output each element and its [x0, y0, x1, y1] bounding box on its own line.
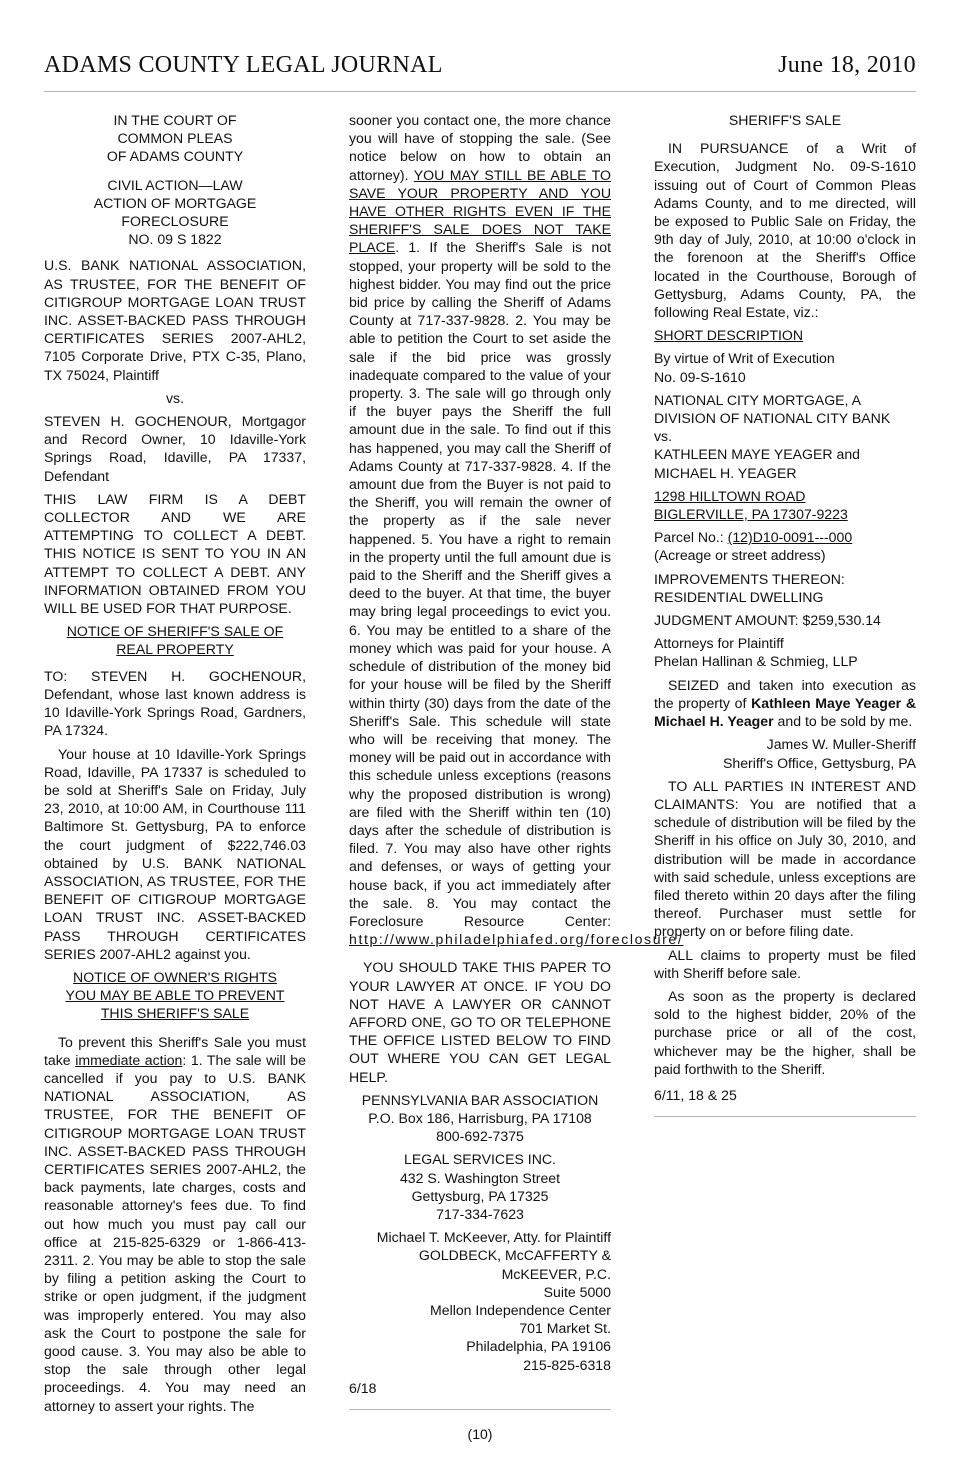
legal-services-block — [349, 1150, 611, 1223]
court-line: IN THE COURT OF — [113, 112, 237, 128]
seized-text-pre: SEIZED and taken into execution as the property of — [654, 676, 916, 711]
parcel-number: (12)D10-0091---000 — [727, 529, 853, 546]
parties-in-interest-paragraph: TO ALL PARTIES IN INTEREST AND CLAIMANTS: You are notified that a schedule of distribution will be filed by the Sheriff in his office on July 30, 2010, and distribution will be made in accordance with said schedule, unless exceptions are filed thereto within 20 days after the filing thereof. Purchaser must settle for property on or before filing date. — [654, 777, 916, 940]
column-3 — [654, 111, 916, 1117]
action-line: FORECLOSURE — [121, 213, 229, 230]
attorneys-block — [654, 634, 916, 670]
owner-rights-heading — [44, 968, 306, 1023]
to-defendant-text: TO: STEVEN H. GOCHENOUR, Defendant, whose last known address is 10 Idaville-York Springs Road, Gardners, PA 17324. — [44, 667, 306, 739]
owner-names: Kathleen Maye Yeager & Michael H. Yeager — [654, 694, 916, 730]
versus-text: vs. — [654, 428, 673, 445]
writ-line: By virtue of Writ of Execution — [654, 350, 835, 367]
court-heading — [44, 111, 306, 166]
debt-collector-notice: THIS LAW FIRM IS A DEBT COLLECTOR AND WE ARE ATTEMPTING TO COLLECT A DEBT. THIS NOTICE IS SENT TO YOU IN AN ATTEMPT TO COLLECT A DEBT. ANY INFORMATION OBTAINED FROM YOU WILL BE USED FOR THAT PURPOSE. — [44, 490, 306, 617]
action-heading — [44, 176, 306, 249]
improvements-label: IMPROVEMENTS THEREON: — [654, 570, 845, 587]
sheriff-sale-heading: SHERIFF'S SALE — [728, 112, 842, 128]
publication-date-note: 6/18 — [349, 1379, 377, 1396]
attorney-line: Philadelphia, PA 19106 — [466, 1338, 611, 1355]
court-line: OF ADAMS COUNTY — [106, 148, 244, 165]
issue-date: June 18, 2010 — [778, 52, 916, 78]
legal-services-street: 432 S. Washington Street — [399, 1169, 561, 1186]
plaintiff-text: U.S. BANK NATIONAL ASSOCIATION, AS TRUSTEE, FOR THE BENEFIT OF CITIGROUP MORTGAGE LOAN TRUST INC. ASSET-BACKED PASS THROUGH CERTIFICATES SERIES 2007-AHL2, 7105 Corporate Drive, PTX C-35, Plano, TX 75024, Plaintiff — [44, 257, 306, 383]
address-city: BIGLERVILLE, PA 17307-9223 — [654, 506, 848, 523]
lawyer-notice-paragraph: YOU SHOULD TAKE THIS PAPER TO YOUR LAWYER AT ONCE. IF YOU DO NOT HAVE A LAWYER OR CANNOT AFFORD ONE, GO TO OR TELEPHONE THE OFFICE LISTED BELOW TO FIND OUT WHERE YOU CAN GET LEGAL HELP. — [349, 959, 611, 1085]
bar-association-phone: 800-692-7375 — [436, 1128, 524, 1145]
attorney-line: 215-825-6318 — [523, 1356, 611, 1373]
bar-association-block — [349, 1091, 611, 1146]
bar-association-name: PENNSYLVANIA BAR ASSOCIATION — [361, 1091, 599, 1108]
notice-heading-line: NOTICE OF SHERIFF'S SALE OF — [66, 623, 284, 640]
parcel-block — [654, 528, 916, 564]
attorney-line: Mellon Independence Center — [430, 1302, 611, 1318]
improvements-value: RESIDENTIAL DWELLING — [654, 588, 824, 605]
column-1 — [44, 111, 306, 1420]
action-line: CIVIL ACTION—LAW — [107, 176, 243, 193]
attorney-block — [349, 1228, 611, 1374]
continuation-text-post: . 1. If the Sheriff's Sale is not stopped, your property will be sold to the highest bidder. You may find out the price bid price by calling the Sheriff of Adams County at 717-337-9828. 2. You may be able to petition the Court to set aside the sale if the bid price was grossly inadequate compared to the value of your property. 3. The sale will go through only if the buyer pays the Sheriff the full amount due in the sale. To find out if this has happened, you may call the Sheriff of Adams County at 717-337-9828. 4. If the amount due from the Buyer is not paid to the Sheriff, you will remain the owner of the property as if the sale never happened. 5. You have a right to remain in the property until the full amount due is paid to the Sheriff and the Sheriff gives a deed to the buyer. At that time, the buyer may bring legal proceedings to evict you. 6. You may be entitled to a share of the money which was paid for your house. A schedule of distribution of the money bid for your house will be filed by the Sheriff within thirty (30) days from the date of the Sheriff's Sale. This schedule will state who will be receiving that money. The money will be paid out in accordance with this schedule unless exceptions (reasons why the proposed distribution is wrong) are filed with the Sheriff within ten (10) days after the schedule of distribution is filed. 7. You may also have other rights and defenses, or ways of getting your house back, if you act immediately after the sale. 8. You may contact the Foreclosure Resource Center: — [349, 239, 611, 929]
parcel-note: (Acreage or street address) — [654, 547, 826, 564]
publication-dates: 6/11, 18 & 25 — [654, 1086, 737, 1103]
attorney-line: Michael T. McKeever, Atty. for Plaintiff — [376, 1229, 611, 1246]
house-sale-paragraph: Your house at 10 Idaville-York Springs Road, Idaville, PA 17337 is scheduled to be sold at Sheriff's Sale on Friday, July 23, 2010, at 10:00 AM, in Courthouse 111 Baltimore St. Gettysburg, PA to enforce the court judgment of $222,746.03 obtained by U.S. BANK NATIONAL ASSOCIATION, AS TRUSTEE, FOR THE BENEFIT OF CITIGROUP MORTGAGE LOAN TRUST INC. ASSET-BACKED PASS THROUGH CERTIFICATES SERIES 2007-AHL2 against you. — [44, 745, 306, 962]
foreclosure-resource-link[interactable]: http://www.philadelphiafed.org/foreclosure/ — [349, 931, 684, 948]
pursuance-paragraph: IN PURSUANCE of a Writ of Execution, Judgment No. 09-S-1610 issuing out of Court of Common Pleas Adams County, and to me directed, will be exposed to Public Sale on Friday, the 9th day of July, 2010, at 10:00 o'clock in the forenoon at the Sheriff's Office located in the Courthouse, Borough of Gettysburg, Adams County, PA, the following Real Estate, viz.: — [654, 140, 916, 321]
seized-text-post: and to be sold by me. — [773, 713, 913, 730]
prevent-sale-paragraph — [44, 1033, 306, 1415]
page-number: (10) — [467, 1426, 493, 1442]
defendant-text: STEVEN H. GOCHENOUR, Mortgagor and Record Owner, 10 Idaville-York Springs Road, Idaville, PA 17337, Defendant — [44, 413, 306, 484]
sheriff-office: Sheriff's Office, Gettysburg, PA — [722, 754, 916, 771]
property-address — [654, 487, 916, 523]
attorney-line: GOLDBECK, McCAFFERTY & — [418, 1247, 611, 1264]
owner-rights-line: YOU MAY BE ABLE TO PREVENT — [65, 987, 285, 1004]
payment-terms-paragraph: As soon as the property is declared sold to the highest bidder, 20% of the purchase price or all of the cost, whichever may be the higher, shall be paid forthwith to the Sheriff. — [654, 987, 916, 1077]
notice-heading-line: REAL PROPERTY — [116, 641, 234, 658]
sheriff-name: James W. Muller-Sheriff — [766, 736, 916, 753]
sheriff-signature — [654, 735, 916, 771]
attorney-line: McKEEVER, P.C. — [501, 1265, 611, 1282]
owner-rights-line: THIS SHERIFF'S SALE — [100, 1005, 250, 1022]
bar-association-address: P.O. Box 186, Harrisburg, PA 17108 — [368, 1109, 592, 1126]
parties-block — [654, 391, 916, 482]
seized-paragraph — [654, 676, 916, 731]
attorneys-label: Attorneys for Plaintiff — [654, 635, 784, 652]
still-able-notice: YOU MAY STILL BE ABLE TO SAVE YOUR PROPERTY AND YOU HAVE OTHER RIGHTS EVEN IF THE SHERIFF'S SALE DOES NOT TAKE PLACE — [349, 166, 611, 256]
immediate-action-text: immediate action — [75, 1051, 183, 1068]
case-number: NO. 09 S 1822 — [128, 231, 222, 248]
claims-paragraph: ALL claims to property must be filed with Sheriff before sale. — [654, 946, 916, 981]
notice-heading — [44, 622, 306, 658]
plaintiff-name: NATIONAL CITY MORTGAGE, A DIVISION OF NATIONAL CITY BANK — [654, 391, 891, 427]
attorney-line: 701 Market St. — [519, 1320, 611, 1337]
page-header — [44, 50, 916, 88]
prevent-text-post: : 1. The sale will be cancelled if you pay to U.S. BANK NATIONAL ASSOCIATION, AS TRUSTEE, FOR THE BENEFIT OF CITIGROUP MORTGAGE LOAN TRUST INC. ASSET-BACKED PASS THROUGH CERTIFICATES SERIES 2007-AHL2, the back payments, late charges, costs and reasonable attorney's fees due. To find out how much you must pay call our office at 215-825-6329 or 1-866-413-2311. 2. You may be able to stop the sale by filing a petition asking the Court to strike or open judgment, if the judgment was improperly entered. You may also ask the Court to postpone the sale for good cause. 3. You may also be able to stop the sale through other legal proceedings. 4. You may need an attorney to assert your rights. The — [44, 1051, 306, 1414]
legal-services-phone: 717-334-7623 — [436, 1205, 524, 1222]
legal-services-name: LEGAL SERVICES INC. — [404, 1151, 556, 1168]
address-street: 1298 HILLTOWN ROAD — [654, 487, 806, 504]
versus-text: vs. — [165, 389, 184, 406]
short-description-heading: SHORT DESCRIPTION — [654, 327, 804, 344]
action-line: ACTION OF MORTGAGE — [93, 194, 257, 211]
court-line: COMMON PLEAS — [117, 130, 233, 147]
legal-services-city: Gettysburg, PA 17325 — [411, 1187, 549, 1204]
owner-rights-line: NOTICE OF OWNER'S RIGHTS — [73, 968, 277, 985]
defendant-names: KATHLEEN MAYE YEAGER and MICHAEL H. YEAGER — [654, 446, 861, 481]
attorneys-firm: Phelan Hallinan & Schmieg, LLP — [654, 653, 858, 670]
judgment-amount: JUDGMENT AMOUNT: $259,530.14 — [654, 612, 881, 629]
header-rule — [44, 91, 916, 92]
parcel-label: Parcel No.: — [654, 529, 728, 546]
writ-block — [654, 349, 916, 385]
prevent-text-pre: To prevent this Sheriff's Sale you must take — [44, 1033, 306, 1068]
attorney-line: Suite 5000 — [543, 1283, 611, 1300]
column-3-end-rule — [654, 1116, 916, 1117]
column-2-end-rule — [349, 1409, 611, 1410]
continuation-text-pre: sooner you contact one, the more chance you will have of stopping the sale. (See notice below on how to obtain an attorney). — [349, 112, 611, 183]
writ-number: No. 09-S-1610 — [654, 368, 746, 385]
improvements-block — [654, 570, 916, 606]
journal-title: ADAMS COUNTY LEGAL JOURNAL — [44, 52, 443, 78]
